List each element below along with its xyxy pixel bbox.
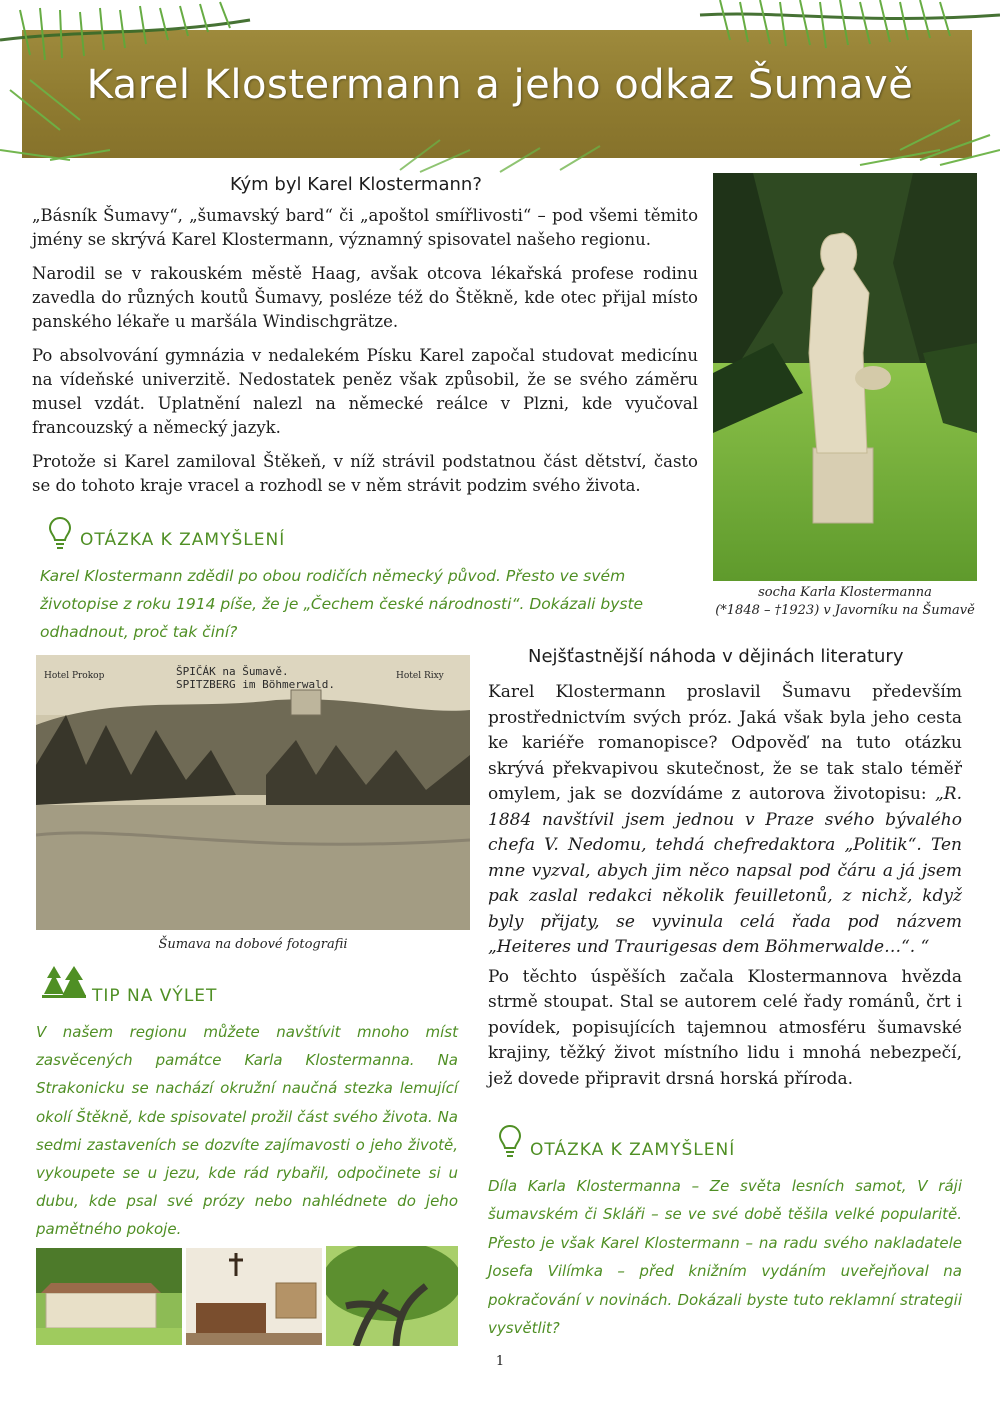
paragraph: „Básník Šumavy“, „šumavský bard“ či „apoštol smířlivosti“ – pod všemi těmito jmény se skrývá Karel Klostermann, významný spisovatel našeho regionu.	[32, 206, 698, 249]
photo-label: Hotel Prokop	[44, 671, 105, 681]
photo-label: Hotel Rixy	[396, 671, 444, 681]
caption-line: (*1848 – †1923) v Javorníku na Šumavě	[715, 603, 975, 618]
question-text: Díla Karla Klostermanna – Ze světa lesních samot, V ráji šumavském či Skláři – se ve své době těšila velké popularitě. Přesto je však Karel Klostermann – na radu svého nakladatele Josefa Vilímka – před knižním vydáním uveřejňoval na pokračování v novinách. Dokázali byste tuto reklamní strategii vysvětlit?	[488, 1177, 962, 1338]
lightbulb-icon	[498, 1124, 522, 1158]
paragraph: Po absolvování gymnázia v nedalekém Písku Karel započal studovat medicínu na vídeňské univerzitě. Nedostatek peněz však způsobil, že se svého záměru musel vzdát. Uplatnění nalezl na německé reálce v Plzni, kde vyučoval francouzský a německý jazyk.	[32, 346, 698, 437]
statue-caption	[713, 584, 977, 620]
question-text: Karel Klostermann zdědil po obou rodičích německý původ. Přesto ve svém životopise z roku 1914 píše, že je „Čechem české národnosti“. Dokázali byste odhadnout, proč tak činí?	[40, 567, 644, 641]
lightbulb-icon	[48, 516, 72, 550]
page-number: 1	[495, 1354, 505, 1369]
trip-tip-title: TIP NA VÝLET	[92, 986, 218, 1006]
historical-photo	[36, 655, 470, 930]
paragraph: Protože si Karel zamiloval Štěkeň, v níž strávil podstatnou část dětství, často se do tohoto kraje vracel a rozhodl se v něm strávit podzim svého života.	[32, 452, 698, 495]
section-heading-luck: Nejšťastnější náhoda v dějinách literatury	[528, 646, 904, 667]
page-title: Karel Klostermann a jeho odkaz Šumavě	[86, 62, 914, 108]
photo-label-line: ŠPIČÁK na Šumavě.	[176, 665, 289, 678]
intro-text: Karel Klostermann proslavil Šumavu především prostřednictvím svých próz. Jaká však byla jeho cesta ke kariéře romanopisce? Odpověď na tuto otázku skrývá překvapivou skutečnost, že se tak stalo téměř omylem, jak se dozvídáme z autorova životopisu:	[488, 682, 962, 804]
caption-line: socha Karla Klostermanna	[758, 585, 932, 600]
trip-tip-text: V našem regionu můžete navštívit mnoho míst zasvěcených památce Karla Klostermanna. Na Strakonicku se nachází okružní naučná stezka lemující okolí Štěkně, kde spisovatel prožil část svého života. Na sedmi zastaveních se dozvíte zajímavosti o jeho životě, vykoupete se u jezu, kde rád rybařil, odpočinete si u dubu, kde psal své prózy nebo nahlédnete do jeho pamětného pokoje.	[36, 1023, 458, 1239]
paragraph	[488, 680, 962, 961]
section-heading-who: Kým byl Karel Klostermann?	[230, 174, 482, 195]
photo-label	[176, 665, 335, 691]
photo-label-line: SPITZBERG im Böhmerwald.	[176, 678, 335, 691]
room-photo	[186, 1248, 322, 1345]
statue-photo	[713, 173, 977, 581]
question-title: OTÁZKA K ZAMYŠLENÍ	[80, 530, 286, 550]
section-who-body	[32, 204, 698, 508]
trees-icon	[42, 964, 86, 998]
section-luck-body	[488, 680, 962, 1092]
quote-text: „R. 1884 navštívil jsem jednou v Praze svého bývalého chefa V. Nedomu, tehdá chefredaktora „Politik“. Ten mne vyzval, abych jim něco napsal pod čáru a já jsem pak zaslal redakci několik feuilletonů, z nichž, když byly přijaty, se vyvinula celá řada pod názvem „Heiteres und Traurigesas dem Böhmerwalde…“. “	[488, 784, 962, 957]
historical-photo-caption: Šumava na dobové fotografii	[158, 937, 348, 952]
manor-photo	[36, 1248, 182, 1345]
paragraph: Narodil se v rakouském městě Haag, avšak otcova lékařská profese rodinu zavedla do různých koutů Šumavy, posléze též do Štěkně, kde otec přijal místo panského lékaře u maršála Windischgrätze.	[32, 264, 698, 331]
paragraph: Po těchto úspěších začala Klostermannova hvězda strmě stoupat. Stal se autorem celé řady románů, črt i povídek, popisujících tajemnou atmosféru šumavské krajiny, těžký život místního lidu i mnohá nebezpečí, jež dovede připravit drsná horská příroda.	[488, 966, 962, 1089]
oak-photo	[326, 1246, 458, 1346]
question-title: OTÁZKA K ZAMYŠLENÍ	[530, 1140, 736, 1160]
